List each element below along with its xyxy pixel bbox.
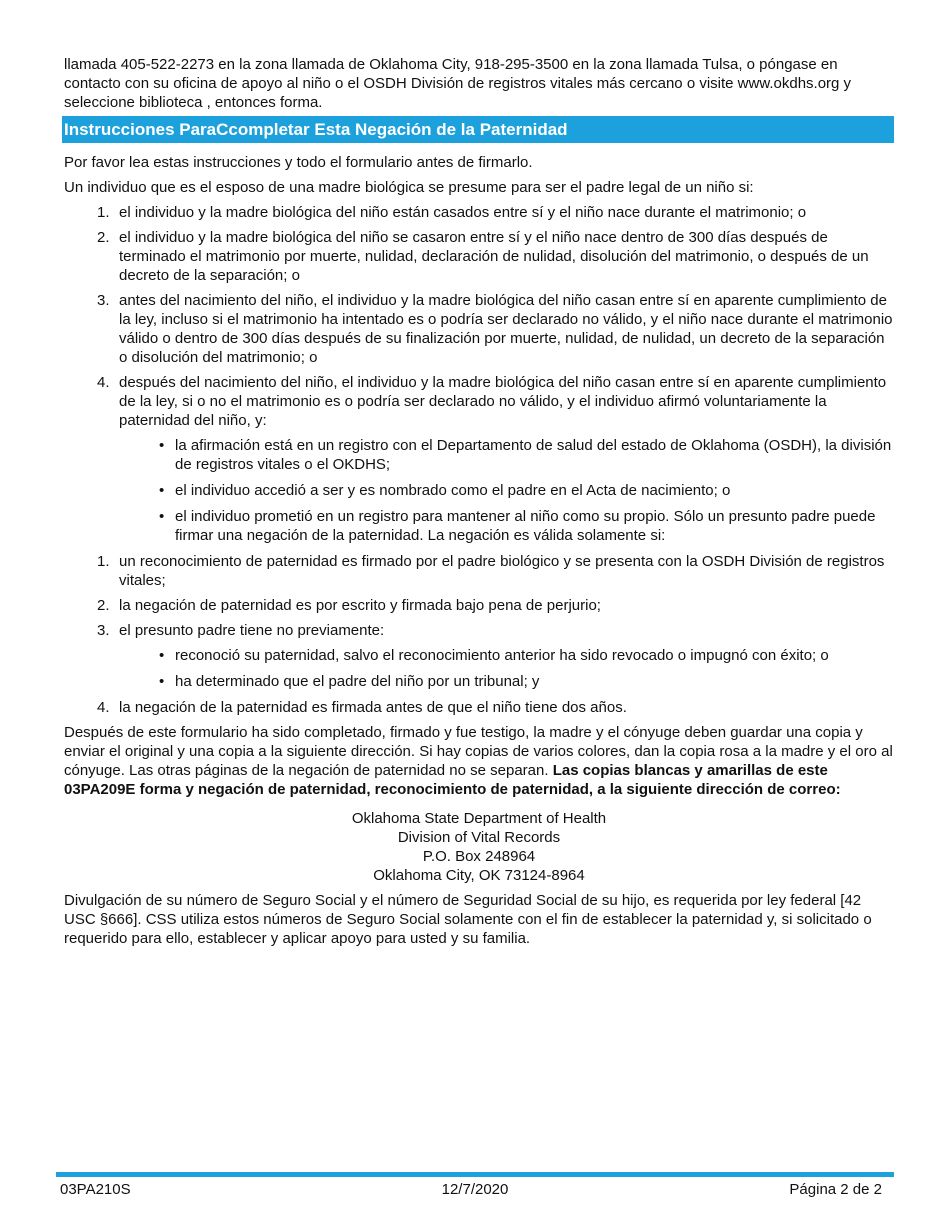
bullet-item <box>64 436 894 474</box>
list-item <box>64 596 894 615</box>
footer-date: 12/7/2020 <box>441 1181 509 1198</box>
bullet-item <box>64 672 894 691</box>
bullet-text: la afirmación está en un registro con el Departamento de salud del estado de Oklahoma (OSDH), la división de registros vitales o el OKDHS; <box>175 437 892 473</box>
bullet-icon: • <box>159 508 165 525</box>
list-item <box>64 203 894 222</box>
bullet-item <box>64 507 894 545</box>
list-item <box>64 228 894 285</box>
list-item <box>64 621 894 640</box>
footer-form-id: 03PA210S <box>60 1181 131 1198</box>
bullet-text: el individuo accedió a ser y es nombrado como el padre en el Acta de nacimiento; o <box>175 482 731 499</box>
bullet-item <box>64 481 894 500</box>
item-text: antes del nacimiento del niño, el individuo y la madre biológica del niño casan entre sí en aparente cumplimiento de la ley, incluso si el matrimonio ha intentado es o podría ser declarado no válido, y el niño nace durante el matrimonio válido o dentro de 300 días después de su finalización por muerte, nulidad, de nulidad, un decreto de la separación o disolución del matrimonio; o <box>119 292 893 366</box>
mailing-text: Después de este formulario ha sido completado, firmado y fue testigo, la madre y el cónyuge deben guardar una copia y enviar el original y una copia a la siguiente dirección. Si hay copias de varios colores, dan la copia rosa a la madre y el oro al cónyuge. Las otras páginas de la negación de paternidad no se separan. <box>64 724 893 779</box>
item-text: un reconocimiento de paternidad es firmado por el padre biológico y se presenta con la OSDH División de registros vitales; <box>119 553 885 589</box>
item-number: 1. <box>97 553 110 570</box>
bullet-text: ha determinado que el padre del niño por un tribunal; y <box>175 673 540 690</box>
footer-page-number: Página 2 de 2 <box>789 1181 882 1198</box>
item-text: la negación de paternidad es por escrito y firmada bajo pena de perjurio; <box>119 597 601 614</box>
mailing-bold-text: Las copias blancas y amarillas de este 03PA209E forma y negación de paternidad, reconocimiento de paternidad, a la siguiente dirección de correo: <box>64 762 841 798</box>
presumption-bullets <box>64 436 894 545</box>
bullet-text: reconoció su paternidad, salvo el reconocimiento anterior ha sido revocado o impugnó con éxito; o <box>175 647 829 664</box>
bullet-icon: • <box>159 482 165 499</box>
footer-rule <box>56 1172 894 1177</box>
ssn-disclosure: Divulgación de su número de Seguro Social y el número de Seguridad Social de su hijo, es requerida por ley federal [42 USC §666]. CSS utiliza estos números de Seguro Social solamente con el fin de establecer la paternidad y, si solicitado o requerido para ello, establecer y aplicar apoyo para usted y su familia. <box>64 892 872 947</box>
list-item <box>64 552 894 590</box>
bullet-icon: • <box>159 673 165 690</box>
intro-text: llamada 405-522-2273 en la zona llamada de Oklahoma City, 918-295-3500 en la zona llamada Tulsa, o póngase en contacto con su oficina de apoyo al niño o el OSDH División de registros vitales más cercano o visite www.okdhs.org y seleccione biblioteca , entonces forma. <box>64 56 852 111</box>
validity-list-continued <box>64 698 894 717</box>
list-item <box>64 698 894 717</box>
item-number: 3. <box>97 292 110 309</box>
bullet-text: el individuo prometió en un registro para mantener al niño como su propio. Sólo un presunto padre puede firmar una negación de la paternidad. La negación es válida solamente si: <box>175 508 876 544</box>
list-item <box>64 291 894 367</box>
item-text: el presunto padre tiene no previamente: <box>119 622 385 639</box>
presumption-list <box>64 203 894 430</box>
read-instructions: Por favor lea estas instrucciones y todo el formulario antes de firmarlo. <box>64 154 533 171</box>
item-number: 1. <box>97 204 110 221</box>
item-text: después del nacimiento del niño, el individuo y la madre biológica del niño casan entre sí en aparente cumplimiento de la ley, si o no el matrimonio es o podría ser declarado no válido, y el individuo afirmó voluntariamente la paternidad del niño, y: <box>119 374 887 429</box>
item-number: 2. <box>97 597 110 614</box>
item-number: 3. <box>97 622 110 639</box>
validity-bullets <box>64 646 894 691</box>
address-line: P.O. Box 248964 <box>422 848 536 865</box>
document-body <box>64 55 894 954</box>
list-item <box>64 373 894 430</box>
bullet-icon: • <box>159 647 165 664</box>
section-banner: Instrucciones ParaCcompletar Esta Negación de la Paternidad <box>62 116 894 143</box>
mailing-instructions <box>64 723 894 799</box>
address-line: Division of Vital Records <box>397 829 561 846</box>
item-text: el individuo y la madre biológica del niño están casados entre sí y el niño nace durante el matrimonio; o <box>119 204 807 221</box>
address-line: Oklahoma State Department of Health <box>351 810 607 827</box>
item-text: la negación de la paternidad es firmada antes de que el niño tiene dos años. <box>119 699 627 716</box>
address-line: Oklahoma City, OK 73124-8964 <box>373 867 585 884</box>
bullet-icon: • <box>159 437 165 454</box>
item-text: el individuo y la madre biológica del niño se casaron entre sí y el niño nace dentro de 300 días después de terminado el matrimonio por muerte, nulidad, declaración de nulidad, disolución del matrimonio, o después de un decreto de la separación; o <box>119 229 869 284</box>
mailing-address <box>64 809 894 885</box>
bullet-item <box>64 646 894 665</box>
item-number: 2. <box>97 229 110 246</box>
item-number: 4. <box>97 699 110 716</box>
presumption-lead: Un individuo que es el esposo de una madre biológica se presume para ser el padre legal de un niño si: <box>64 179 754 196</box>
item-number: 4. <box>97 374 110 391</box>
validity-list <box>64 552 894 640</box>
